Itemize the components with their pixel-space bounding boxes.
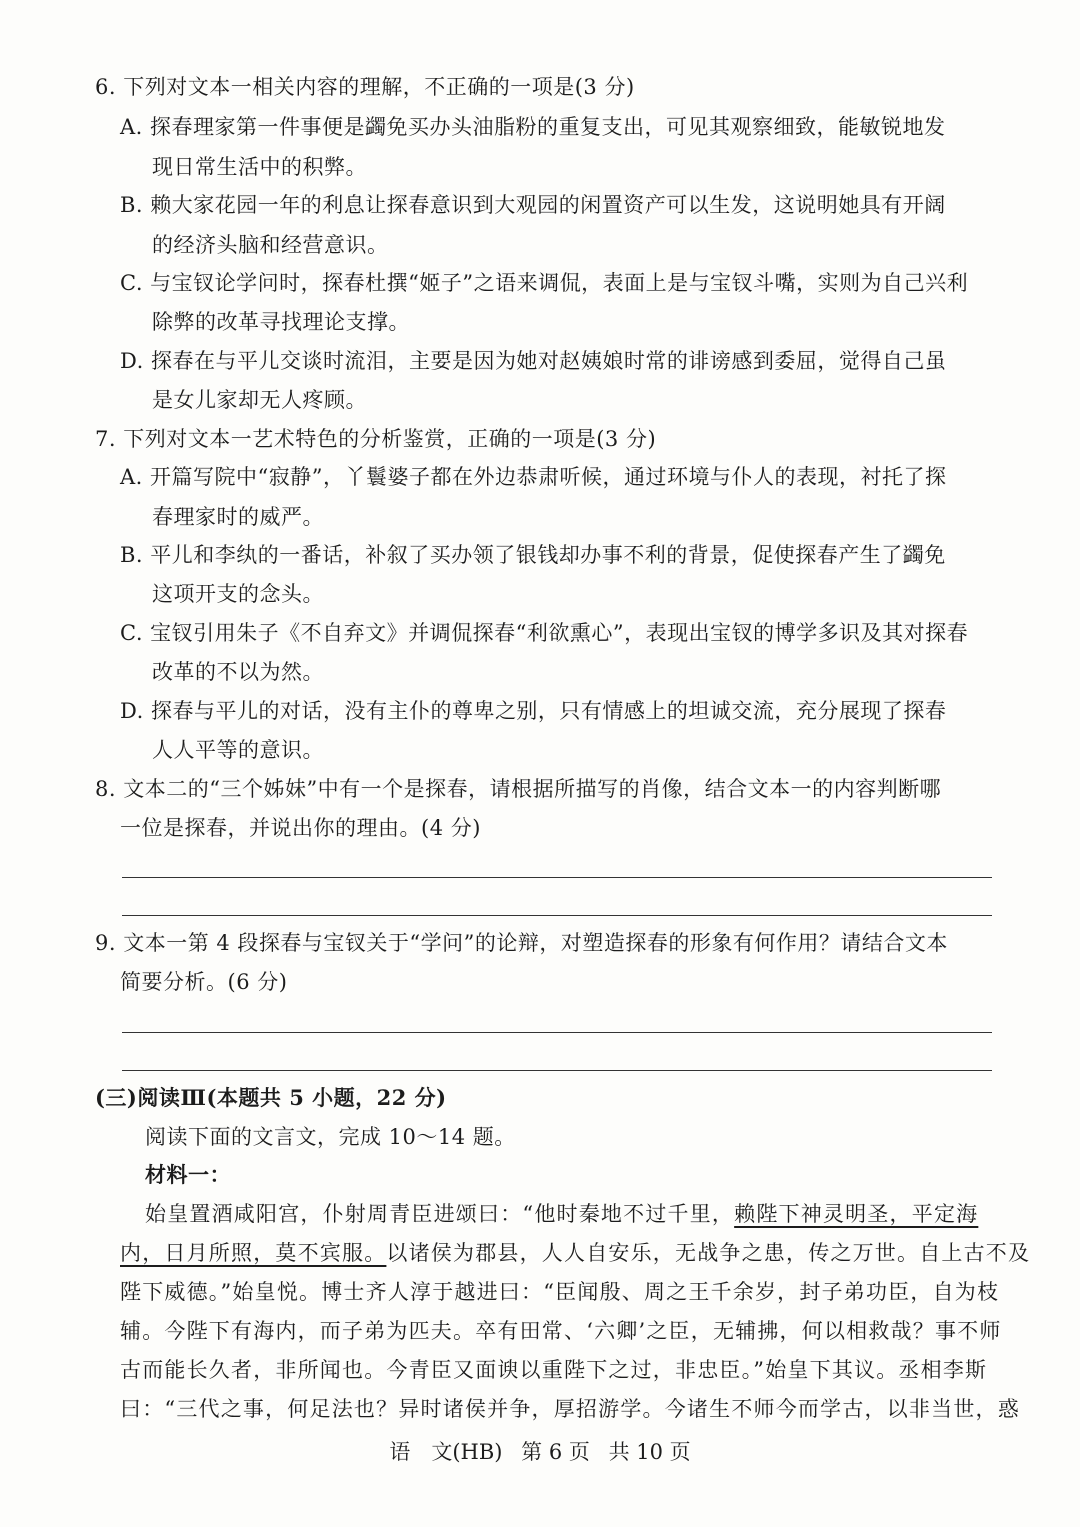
page-footer [0, 1437, 1080, 1467]
q6-option-b-cont: 的经济头脑和经营意识。 [152, 233, 389, 257]
material-label: 材料一： [145, 1162, 231, 1187]
q9-stem-cont: 简要分析。(6 分) [120, 970, 288, 994]
passage-line-3: 陛下威德。”始皇悦。博士齐人淳于越进曰：“臣闻殷、周之王千余岁，封子弟功臣，自为枝 [120, 1280, 1000, 1304]
passage-line-4: 辅。今陛下有海内，而子弟为匹夫。卒有田常、‘六卿’之臣，无辅拂，何以相救哉？事不师 [120, 1319, 1002, 1343]
passage-underlined-2: 内，日月所照，莫不宾服。 [120, 1241, 387, 1265]
q7-option-b-cont: 这项开支的念头。 [152, 582, 324, 606]
passage-line-1-text: 始皇置酒咸阳宫，仆射周青臣进颂曰：“他时秦地不过千里， [145, 1202, 735, 1226]
q6-option-a-cont: 现日常生活中的积弊。 [152, 155, 367, 179]
q7-option-c: C. 宝钗引用朱子《不自弃文》并调侃探春“利欲熏心”，表现出宝钗的博学多识及其对探春 [120, 621, 969, 645]
q6-stem: 6. 下列对文本一相关内容的理解，不正确的一项是(3 分) [95, 75, 635, 99]
q8-stem-cont: 一位是探春，并说出你的理由。(4 分) [120, 816, 481, 840]
q7-option-b: B. 平儿和李纨的一番话，补叙了买办领了银钱却办事不利的背景，促使探春产生了蠲免 [120, 543, 946, 567]
q6-option-c-cont: 除弊的改革寻找理论支撑。 [152, 310, 410, 334]
footer-total-pages: 共 10 页 [608, 1440, 691, 1464]
section-instruction: 阅读下面的文言文，完成 10～14 题。 [145, 1125, 516, 1149]
q8-answer-line-2[interactable] [122, 915, 992, 916]
footer-subject: 语 文(HB) [389, 1440, 503, 1464]
q6-option-b: B. 赖大家花园一年的利息让探春意识到大观园的闲置资产可以生发，这说明她具有开阔 [120, 193, 946, 217]
q6-option-c: C. 与宝钗论学问时，探春杜撰“姬子”之语来调侃，表面上是与宝钗斗嘴，实则为自己兴利 [120, 271, 969, 295]
footer-page-number: 第 6 页 [521, 1440, 590, 1464]
passage-line-1 [145, 1199, 978, 1229]
section-heading: (三)阅读Ⅲ(本题共 5 小题，22 分) [95, 1085, 447, 1110]
passage-line-5: 古而能长久者，非所闻也。今青臣又面谀以重陛下之过，非忠臣。”始皇下其议。丞相李斯 [120, 1358, 988, 1382]
q8-stem: 8. 文本二的“三个姊妹”中有一个是探春，请根据所描写的肖像，结合文本一的内容判断哪 [95, 777, 942, 801]
q7-stem: 7. 下列对文本一艺术特色的分析鉴赏，正确的一项是(3 分) [95, 427, 657, 451]
passage-line-2-text: 以诸侯为郡县，人人自安乐，无战争之患，传之万世。自上古不及 [386, 1241, 1031, 1265]
q7-option-d: D. 探春与平儿的对话，没有主仆的尊卑之别，只有情感上的坦诚交流，充分展现了探春 [120, 699, 947, 723]
q6-option-d: D. 探春在与平儿交谈时流泪，主要是因为她对赵姨娘时常的诽谤感到委屈，觉得自己虽 [120, 349, 947, 373]
q7-option-c-cont: 改革的不以为然。 [152, 660, 324, 684]
q9-stem: 9. 文本一第 4 段探春与宝钗关于“学问”的论辩，对塑造探春的形象有何作用？请结合文本 [95, 931, 948, 955]
q7-option-a: A. 开篇写院中“寂静”，丫鬟婆子都在外边恭肃听候，通过环境与仆人的表现，衬托了探 [120, 465, 947, 489]
passage-line-6: 曰：“三代之事，何足法也？异时诸侯并争，厚招游学。今诸生不师今而学古，以非当世，惑 [120, 1397, 1020, 1421]
passage-underlined-1: 赖陛下神灵明圣，平定海 [734, 1202, 979, 1226]
passage-line-2 [120, 1238, 1030, 1268]
q6-option-d-cont: 是女儿家却无人疼顾。 [152, 388, 367, 412]
q9-answer-line-1[interactable] [122, 1032, 992, 1033]
q6-option-a: A. 探春理家第一件事便是蠲免买办头油脂粉的重复支出，可见其观察细致，能敏锐地发 [120, 115, 946, 139]
q7-option-d-cont: 人人平等的意识。 [152, 738, 324, 762]
q9-answer-line-2[interactable] [122, 1070, 992, 1071]
q8-answer-line-1[interactable] [122, 877, 992, 878]
q7-option-a-cont: 春理家时的威严。 [152, 505, 324, 529]
